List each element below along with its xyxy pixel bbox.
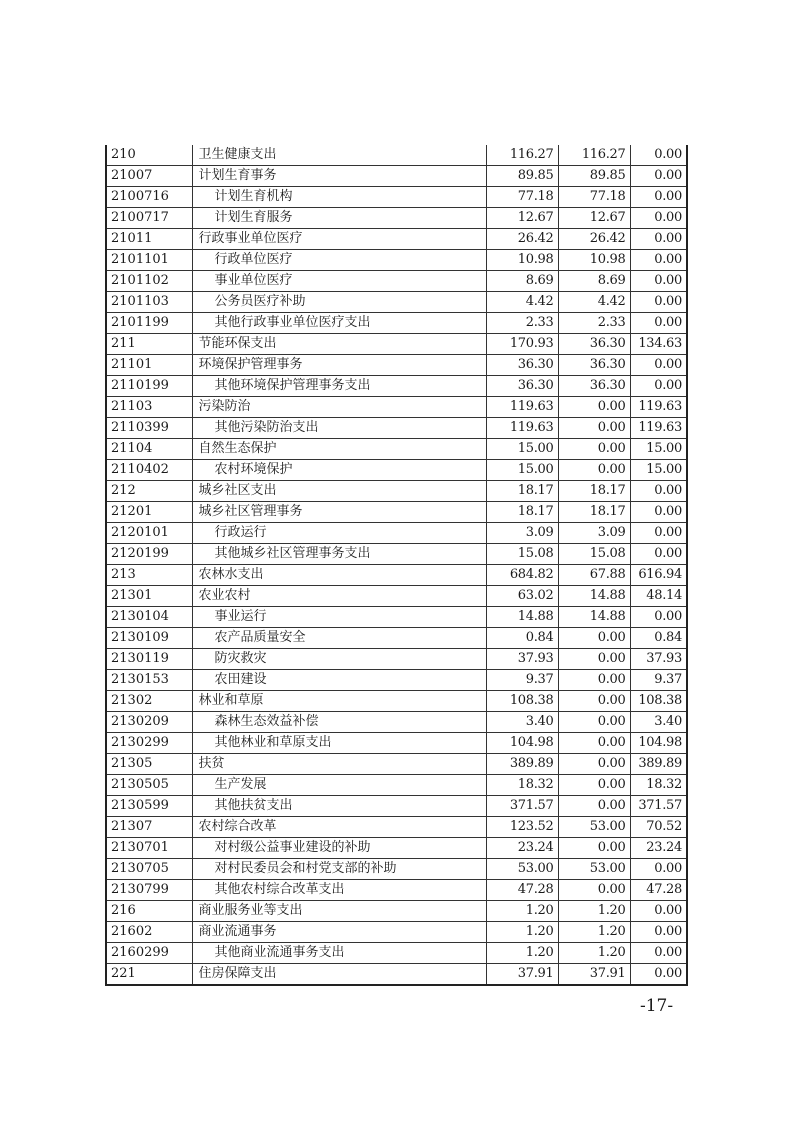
- table-row: [106, 922, 687, 943]
- total-amount-cell: 18.17: [486, 502, 558, 523]
- account-code-cell: 2101101: [106, 250, 192, 271]
- basic-expenditure-cell: 4.42: [558, 292, 630, 313]
- account-name-cell: 计划生育事务: [192, 166, 486, 187]
- project-expenditure-cell: 0.00: [630, 544, 687, 565]
- basic-expenditure-cell: 0.00: [558, 775, 630, 796]
- total-amount-cell: 9.37: [486, 670, 558, 691]
- account-code-cell: 213: [106, 565, 192, 586]
- account-name-cell: 其他农村综合改革支出: [192, 880, 486, 901]
- project-expenditure-cell: 0.00: [630, 145, 687, 166]
- basic-expenditure-cell: 36.30: [558, 334, 630, 355]
- account-name-cell: 林业和草原: [192, 691, 486, 712]
- total-amount-cell: 1.20: [486, 943, 558, 964]
- table-row: [106, 208, 687, 229]
- basic-expenditure-cell: 14.88: [558, 586, 630, 607]
- project-expenditure-cell: 616.94: [630, 565, 687, 586]
- account-name-cell: 住房保障支出: [192, 964, 486, 986]
- basic-expenditure-cell: 0.00: [558, 712, 630, 733]
- account-name-cell: 对村级公益事业建设的补助: [192, 838, 486, 859]
- basic-expenditure-cell: 2.33: [558, 313, 630, 334]
- total-amount-cell: 63.02: [486, 586, 558, 607]
- basic-expenditure-cell: 0.00: [558, 460, 630, 481]
- table-row: [106, 838, 687, 859]
- account-code-cell: 21602: [106, 922, 192, 943]
- table-row: [106, 859, 687, 880]
- account-name-cell: 环境保护管理事务: [192, 355, 486, 376]
- basic-expenditure-cell: 0.00: [558, 649, 630, 670]
- basic-expenditure-cell: 1.20: [558, 901, 630, 922]
- account-name-cell: 其他行政事业单位医疗支出: [192, 313, 486, 334]
- account-name-cell: 自然生态保护: [192, 439, 486, 460]
- total-amount-cell: 8.69: [486, 271, 558, 292]
- project-expenditure-cell: 0.00: [630, 208, 687, 229]
- account-code-cell: 2130799: [106, 880, 192, 901]
- total-amount-cell: 108.38: [486, 691, 558, 712]
- table-row: [106, 502, 687, 523]
- table-row: [106, 229, 687, 250]
- account-name-cell: 扶贫: [192, 754, 486, 775]
- total-amount-cell: 53.00: [486, 859, 558, 880]
- account-code-cell: 221: [106, 964, 192, 986]
- total-amount-cell: 3.40: [486, 712, 558, 733]
- account-code-cell: 21301: [106, 586, 192, 607]
- account-code-cell: 211: [106, 334, 192, 355]
- basic-expenditure-cell: 15.08: [558, 544, 630, 565]
- total-amount-cell: 371.57: [486, 796, 558, 817]
- expenditure-table-body: [106, 145, 687, 985]
- total-amount-cell: 18.17: [486, 481, 558, 502]
- project-expenditure-cell: 104.98: [630, 733, 687, 754]
- project-expenditure-cell: 0.00: [630, 523, 687, 544]
- basic-expenditure-cell: 18.17: [558, 502, 630, 523]
- project-expenditure-cell: 371.57: [630, 796, 687, 817]
- account-name-cell: 其他商业流通事务支出: [192, 943, 486, 964]
- total-amount-cell: 1.20: [486, 901, 558, 922]
- account-code-cell: 2120199: [106, 544, 192, 565]
- table-row: [106, 439, 687, 460]
- project-expenditure-cell: 119.63: [630, 397, 687, 418]
- account-name-cell: 卫生健康支出: [192, 145, 486, 166]
- basic-expenditure-cell: 67.88: [558, 565, 630, 586]
- project-expenditure-cell: 0.00: [630, 271, 687, 292]
- basic-expenditure-cell: 53.00: [558, 859, 630, 880]
- account-code-cell: 2160299: [106, 943, 192, 964]
- basic-expenditure-cell: 12.67: [558, 208, 630, 229]
- account-code-cell: 212: [106, 481, 192, 502]
- table-row: [106, 880, 687, 901]
- table-row: [106, 397, 687, 418]
- total-amount-cell: 119.63: [486, 397, 558, 418]
- account-code-cell: 21101: [106, 355, 192, 376]
- total-amount-cell: 77.18: [486, 187, 558, 208]
- table-row: [106, 271, 687, 292]
- project-expenditure-cell: 0.00: [630, 901, 687, 922]
- project-expenditure-cell: 0.00: [630, 922, 687, 943]
- page-number: -17-: [640, 996, 674, 1016]
- basic-expenditure-cell: 0.00: [558, 691, 630, 712]
- total-amount-cell: 26.42: [486, 229, 558, 250]
- account-name-cell: 防灾救灾: [192, 649, 486, 670]
- project-expenditure-cell: 15.00: [630, 439, 687, 460]
- account-name-cell: 行政单位医疗: [192, 250, 486, 271]
- account-code-cell: 2130109: [106, 628, 192, 649]
- table-row: [106, 817, 687, 838]
- table-row: [106, 418, 687, 439]
- account-code-cell: 21305: [106, 754, 192, 775]
- account-code-cell: 2130119: [106, 649, 192, 670]
- account-name-cell: 对村民委员会和村党支部的补助: [192, 859, 486, 880]
- project-expenditure-cell: 3.40: [630, 712, 687, 733]
- project-expenditure-cell: 18.32: [630, 775, 687, 796]
- total-amount-cell: 18.32: [486, 775, 558, 796]
- project-expenditure-cell: 37.93: [630, 649, 687, 670]
- project-expenditure-cell: 0.00: [630, 502, 687, 523]
- account-code-cell: 2120101: [106, 523, 192, 544]
- table-row: [106, 481, 687, 502]
- total-amount-cell: 36.30: [486, 355, 558, 376]
- table-row: [106, 166, 687, 187]
- project-expenditure-cell: 0.00: [630, 313, 687, 334]
- account-name-cell: 事业单位医疗: [192, 271, 486, 292]
- account-name-cell: 商业流通事务: [192, 922, 486, 943]
- basic-expenditure-cell: 0.00: [558, 397, 630, 418]
- project-expenditure-cell: 0.00: [630, 250, 687, 271]
- account-name-cell: 农村综合改革: [192, 817, 486, 838]
- account-name-cell: 农村环境保护: [192, 460, 486, 481]
- table-row: [106, 250, 687, 271]
- project-expenditure-cell: 0.00: [630, 943, 687, 964]
- project-expenditure-cell: 0.00: [630, 376, 687, 397]
- basic-expenditure-cell: 36.30: [558, 376, 630, 397]
- project-expenditure-cell: 389.89: [630, 754, 687, 775]
- project-expenditure-cell: 134.63: [630, 334, 687, 355]
- total-amount-cell: 0.84: [486, 628, 558, 649]
- total-amount-cell: 15.00: [486, 460, 558, 481]
- table-row: [106, 187, 687, 208]
- project-expenditure-cell: 0.00: [630, 229, 687, 250]
- account-code-cell: 21307: [106, 817, 192, 838]
- table-row: [106, 355, 687, 376]
- table-row: [106, 901, 687, 922]
- account-name-cell: 行政运行: [192, 523, 486, 544]
- account-code-cell: 2130209: [106, 712, 192, 733]
- account-name-cell: 公务员医疗补助: [192, 292, 486, 313]
- table-row: [106, 754, 687, 775]
- table-row: [106, 544, 687, 565]
- table-row: [106, 145, 687, 166]
- total-amount-cell: 3.09: [486, 523, 558, 544]
- table-row: [106, 586, 687, 607]
- total-amount-cell: 15.00: [486, 439, 558, 460]
- account-code-cell: 2101199: [106, 313, 192, 334]
- project-expenditure-cell: 0.00: [630, 607, 687, 628]
- table-row: [106, 565, 687, 586]
- table-row: [106, 775, 687, 796]
- account-code-cell: 2110399: [106, 418, 192, 439]
- account-code-cell: 2130599: [106, 796, 192, 817]
- account-code-cell: 2110402: [106, 460, 192, 481]
- basic-expenditure-cell: 18.17: [558, 481, 630, 502]
- basic-expenditure-cell: 0.00: [558, 796, 630, 817]
- account-code-cell: 2110199: [106, 376, 192, 397]
- account-code-cell: 21302: [106, 691, 192, 712]
- project-expenditure-cell: 23.24: [630, 838, 687, 859]
- account-code-cell: 21104: [106, 439, 192, 460]
- expenditure-table: [105, 145, 688, 986]
- account-name-cell: 其他城乡社区管理事务支出: [192, 544, 486, 565]
- basic-expenditure-cell: 14.88: [558, 607, 630, 628]
- project-expenditure-cell: 119.63: [630, 418, 687, 439]
- total-amount-cell: 37.91: [486, 964, 558, 986]
- account-code-cell: 216: [106, 901, 192, 922]
- total-amount-cell: 15.08: [486, 544, 558, 565]
- table-row: [106, 691, 687, 712]
- basic-expenditure-cell: 37.91: [558, 964, 630, 986]
- total-amount-cell: 14.88: [486, 607, 558, 628]
- project-expenditure-cell: 0.00: [630, 859, 687, 880]
- account-code-cell: 21011: [106, 229, 192, 250]
- total-amount-cell: 684.82: [486, 565, 558, 586]
- account-name-cell: 污染防治: [192, 397, 486, 418]
- basic-expenditure-cell: 36.30: [558, 355, 630, 376]
- total-amount-cell: 116.27: [486, 145, 558, 166]
- total-amount-cell: 4.42: [486, 292, 558, 313]
- table-row: [106, 334, 687, 355]
- project-expenditure-cell: 0.00: [630, 964, 687, 986]
- account-code-cell: 21201: [106, 502, 192, 523]
- account-name-cell: 城乡社区管理事务: [192, 502, 486, 523]
- account-name-cell: 计划生育机构: [192, 187, 486, 208]
- table-row: [106, 292, 687, 313]
- project-expenditure-cell: 9.37: [630, 670, 687, 691]
- total-amount-cell: 12.67: [486, 208, 558, 229]
- table-row: [106, 796, 687, 817]
- account-name-cell: 其他林业和草原支出: [192, 733, 486, 754]
- table-row: [106, 712, 687, 733]
- account-name-cell: 节能环保支出: [192, 334, 486, 355]
- total-amount-cell: 23.24: [486, 838, 558, 859]
- basic-expenditure-cell: 77.18: [558, 187, 630, 208]
- total-amount-cell: 37.93: [486, 649, 558, 670]
- total-amount-cell: 123.52: [486, 817, 558, 838]
- account-code-cell: 2130701: [106, 838, 192, 859]
- account-code-cell: 2130505: [106, 775, 192, 796]
- account-code-cell: 21007: [106, 166, 192, 187]
- account-name-cell: 其他污染防治支出: [192, 418, 486, 439]
- account-code-cell: 2130104: [106, 607, 192, 628]
- project-expenditure-cell: 0.00: [630, 166, 687, 187]
- project-expenditure-cell: 0.00: [630, 481, 687, 502]
- account-code-cell: 2130153: [106, 670, 192, 691]
- account-name-cell: 其他环境保护管理事务支出: [192, 376, 486, 397]
- project-expenditure-cell: 70.52: [630, 817, 687, 838]
- total-amount-cell: 89.85: [486, 166, 558, 187]
- basic-expenditure-cell: 10.98: [558, 250, 630, 271]
- total-amount-cell: 389.89: [486, 754, 558, 775]
- table-row: [106, 313, 687, 334]
- basic-expenditure-cell: 116.27: [558, 145, 630, 166]
- total-amount-cell: 47.28: [486, 880, 558, 901]
- basic-expenditure-cell: 0.00: [558, 880, 630, 901]
- account-name-cell: 其他扶贫支出: [192, 796, 486, 817]
- basic-expenditure-cell: 0.00: [558, 754, 630, 775]
- account-code-cell: 2100716: [106, 187, 192, 208]
- table-row: [106, 964, 687, 986]
- total-amount-cell: 104.98: [486, 733, 558, 754]
- account-name-cell: 城乡社区支出: [192, 481, 486, 502]
- table-row: [106, 607, 687, 628]
- basic-expenditure-cell: 0.00: [558, 670, 630, 691]
- basic-expenditure-cell: 26.42: [558, 229, 630, 250]
- account-code-cell: 2101103: [106, 292, 192, 313]
- account-code-cell: 210: [106, 145, 192, 166]
- project-expenditure-cell: 0.00: [630, 187, 687, 208]
- table-row: [106, 523, 687, 544]
- project-expenditure-cell: 48.14: [630, 586, 687, 607]
- account-name-cell: 行政事业单位医疗: [192, 229, 486, 250]
- project-expenditure-cell: 47.28: [630, 880, 687, 901]
- basic-expenditure-cell: 0.00: [558, 418, 630, 439]
- project-expenditure-cell: 0.00: [630, 355, 687, 376]
- table-row: [106, 670, 687, 691]
- account-code-cell: 2100717: [106, 208, 192, 229]
- account-name-cell: 农业农村: [192, 586, 486, 607]
- table-row: [106, 628, 687, 649]
- project-expenditure-cell: 0.84: [630, 628, 687, 649]
- total-amount-cell: 2.33: [486, 313, 558, 334]
- basic-expenditure-cell: 89.85: [558, 166, 630, 187]
- project-expenditure-cell: 108.38: [630, 691, 687, 712]
- basic-expenditure-cell: 0.00: [558, 628, 630, 649]
- table-row: [106, 943, 687, 964]
- total-amount-cell: 170.93: [486, 334, 558, 355]
- basic-expenditure-cell: 3.09: [558, 523, 630, 544]
- account-name-cell: 农产品质量安全: [192, 628, 486, 649]
- basic-expenditure-cell: 0.00: [558, 733, 630, 754]
- account-code-cell: 2101102: [106, 271, 192, 292]
- account-name-cell: 计划生育服务: [192, 208, 486, 229]
- account-name-cell: 农林水支出: [192, 565, 486, 586]
- total-amount-cell: 1.20: [486, 922, 558, 943]
- project-expenditure-cell: 0.00: [630, 292, 687, 313]
- account-code-cell: 2130299: [106, 733, 192, 754]
- basic-expenditure-cell: 1.20: [558, 943, 630, 964]
- total-amount-cell: 119.63: [486, 418, 558, 439]
- table-row: [106, 460, 687, 481]
- account-name-cell: 森林生态效益补偿: [192, 712, 486, 733]
- total-amount-cell: 10.98: [486, 250, 558, 271]
- project-expenditure-cell: 15.00: [630, 460, 687, 481]
- account-code-cell: 2130705: [106, 859, 192, 880]
- basic-expenditure-cell: 0.00: [558, 838, 630, 859]
- table-row: [106, 376, 687, 397]
- account-code-cell: 21103: [106, 397, 192, 418]
- account-name-cell: 商业服务业等支出: [192, 901, 486, 922]
- basic-expenditure-cell: 1.20: [558, 922, 630, 943]
- account-name-cell: 农田建设: [192, 670, 486, 691]
- account-name-cell: 生产发展: [192, 775, 486, 796]
- total-amount-cell: 36.30: [486, 376, 558, 397]
- table-row: [106, 733, 687, 754]
- account-name-cell: 事业运行: [192, 607, 486, 628]
- basic-expenditure-cell: 53.00: [558, 817, 630, 838]
- table-row: [106, 649, 687, 670]
- basic-expenditure-cell: 8.69: [558, 271, 630, 292]
- basic-expenditure-cell: 0.00: [558, 439, 630, 460]
